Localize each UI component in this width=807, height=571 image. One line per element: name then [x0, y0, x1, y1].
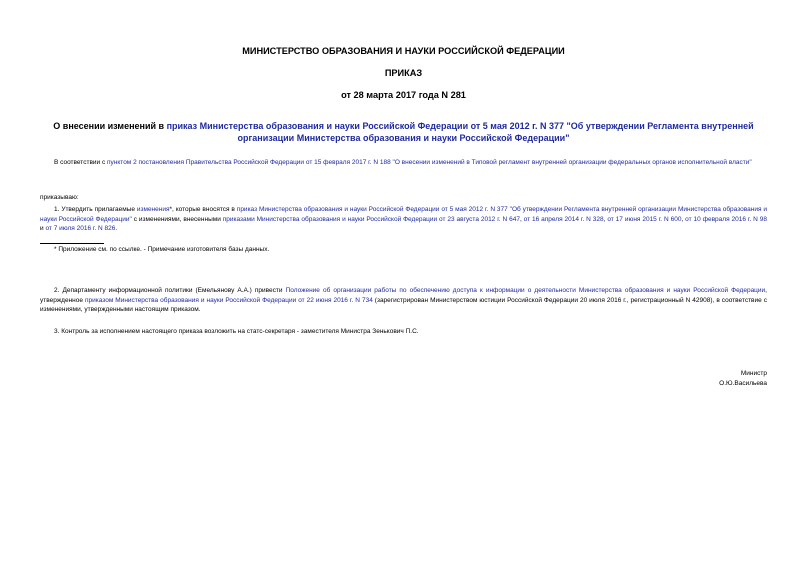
item2-link-order-734[interactable]: приказом Министерства образования и науки Российской Федерации от 22 июня 2016 г. N 734 [85, 296, 373, 304]
item1-link-order-328[interactable]: от 16 апреля 2014 г. N 328 [523, 215, 604, 223]
preamble-link-decree-188[interactable]: пунктом 2 постановления Правительства Российской Федерации от 15 февраля 2017 г. N 188 "О внесении изменений в Типовой регламент внутренней организации федеральных органов исполнительной власти" [107, 159, 752, 166]
item1-paragraph [40, 205, 767, 234]
item1-link-order-98[interactable]: от 10 февраля 2016 г. N 98 [685, 215, 767, 223]
title-link-order-377[interactable]: приказ Министерства образования и науки Российской Федерации от 5 мая 2012 г. N 377 "Об утверждении Регламента внутренней организации Министерства образования и науки Российской Федерации" [166, 121, 754, 143]
preamble-text: В соответствии с [54, 159, 108, 166]
date-number-heading: от 28 марта 2017 года N 281 [341, 90, 466, 100]
item3-paragraph: 3. Контроль за исполнением настоящего приказа возложить на статс-секретаря - заместителя Министра Зенькович П.С. [54, 328, 419, 335]
signature-position: Министр [740, 370, 767, 377]
item2-paragraph [40, 286, 767, 315]
item1-link-changes[interactable]: изменения [136, 206, 170, 213]
item1-text-1: 1. Утвердить прилагаемые [54, 206, 137, 213]
item1-text-6: , [681, 215, 686, 223]
item1-link-order-377[interactable]: приказ Министерства образования и науки Российской Федерации от 5 мая 2012 г. N 377 "Об утверждении Регламента внутренней организации Министерства образования и науки Российской Федерации" [40, 206, 767, 223]
item1-text-3: с изменениями, внесенными [131, 215, 223, 223]
footnote-divider [40, 243, 104, 244]
order-word: приказываю: [40, 194, 79, 201]
item2-text-3: (зарегистрирован Министерством юстиции Российской Федерации 20 июля 2016 г., регистрационный N 42908), в соответствие с изменениями, утвержденными настоящим приказом. [40, 296, 767, 314]
title-prefix: О внесении изменений в [53, 121, 167, 131]
item1-link-order-647[interactable]: приказами Министерства образования и науки Российской Федерации от 23 августа 2012 г. N 647 [222, 215, 520, 223]
item1-text-8: . [115, 225, 118, 233]
document-title [40, 120, 767, 144]
item2-link-regulation[interactable]: Положение об организации работы по обеспечению доступа к информации о деятельности Министерства образования и науки Российской Федерации [285, 287, 766, 294]
ministry-heading: МИНИСТЕРСТВО ОБРАЗОВАНИЯ И НАУКИ РОССИЙСКОЙ ФЕДЕРАЦИИ [242, 46, 565, 56]
item1-text-7: и [40, 225, 46, 233]
item2-text-1: 2. Департаменту информационной политики (Емельянову А.А.) привести [54, 287, 286, 294]
item1-text-2: *, которые вносятся в [169, 206, 237, 213]
item1-link-order-826[interactable]: от 7 июля 2016 г. N 826 [45, 225, 116, 233]
preamble-paragraph [40, 158, 767, 168]
item1-text-5: , [603, 215, 608, 223]
item2-text-2: , утвержденное [40, 287, 767, 304]
doc-type-heading: ПРИКАЗ [384, 68, 423, 78]
signature-block [719, 369, 767, 388]
signature-name: О.Ю.Васильева [719, 379, 767, 387]
footnote-text: * Приложение см. по ссылке. - Примечание изготовителя базы данных. [54, 246, 270, 253]
item1-link-order-600[interactable]: от 17 июня 2015 г. N 600 [607, 215, 682, 223]
item1-text-4: , [519, 215, 524, 223]
